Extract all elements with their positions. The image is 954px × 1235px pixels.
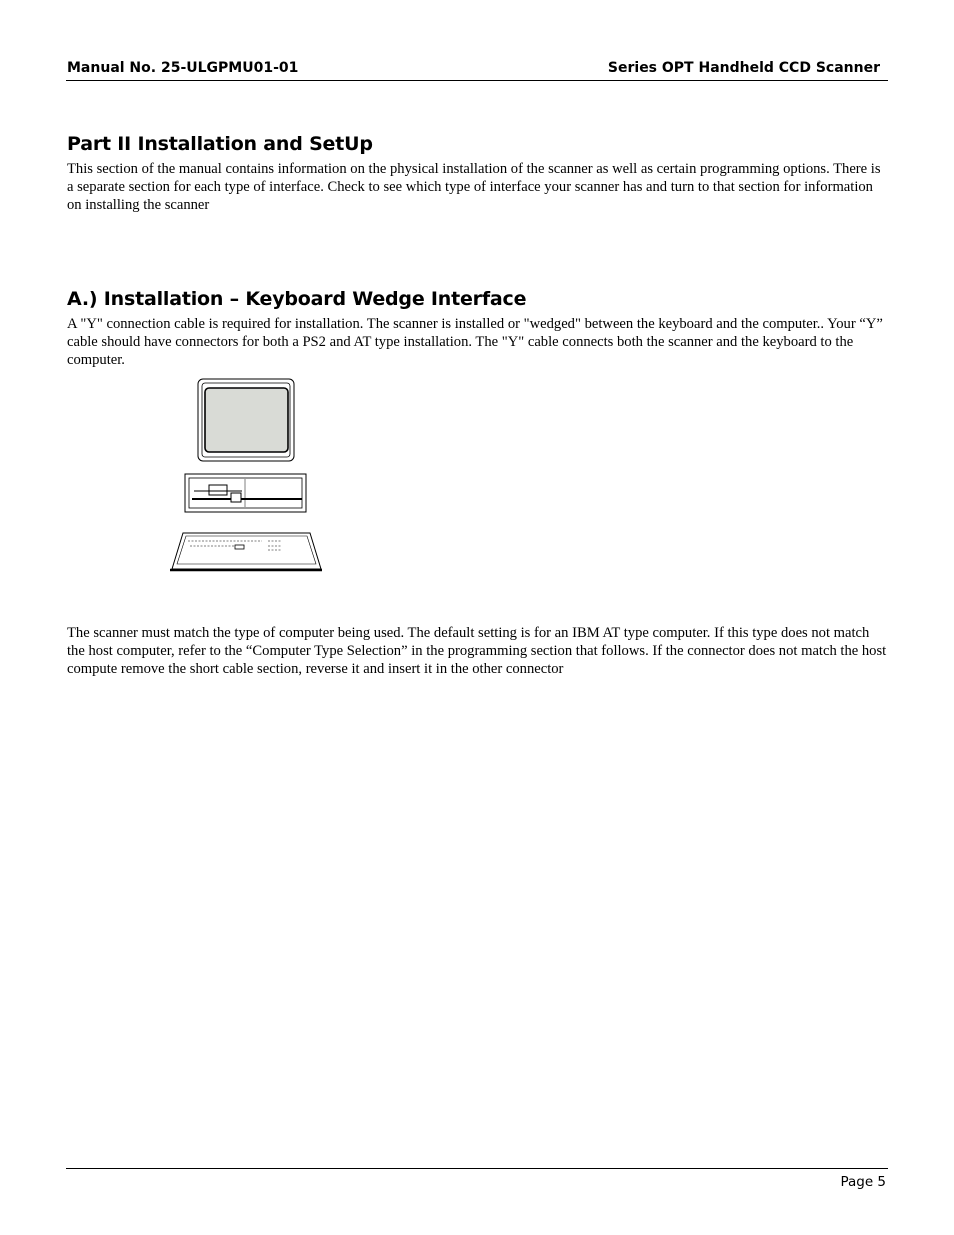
page-footer xyxy=(66,1168,888,1190)
section-body-part2: This section of the manual contains information on the physical installation of the scanner as well as certain programming options. There is a separate section for each type of interface. Check to see which type of interface your scanner has and turn to that section for information on installing the scanner xyxy=(67,161,881,213)
monitor-icon xyxy=(198,379,294,461)
computer-setup-figure xyxy=(168,378,328,574)
section-title-keyboard-wedge: A.) Installation – Keyboard Wedge Interface xyxy=(67,288,527,310)
manual-number: Manual No. 25-ULGPMU01-01 xyxy=(67,60,299,76)
section-title-part2: Part II Installation and SetUp xyxy=(67,133,373,155)
page-number: Page 5 xyxy=(840,1174,886,1190)
product-title: Series OPT Handheld CCD Scanner xyxy=(607,60,880,76)
computer-case-icon xyxy=(185,474,306,512)
section-body-keyboard-wedge: A "Y" connection cable is required for installation. The scanner is installed or "wedged" between the keyboard and the computer.. Your “Y” cable should have connectors for both a PS2 and AT type installation. The "Y" cable connects both the scanner and the keyboard to the computer. xyxy=(67,316,883,368)
page-header xyxy=(66,60,888,81)
section-body-computer-type: The scanner must match the type of computer being used. The default setting is for an IBM AT type computer. If this type does not match the host computer, refer to the “Computer Type Selection” in the programming section that follows. If the connector does not match the host compute remove the short cable section, reverse it and insert it in the other connector xyxy=(67,625,887,677)
keyboard-icon xyxy=(170,533,322,570)
